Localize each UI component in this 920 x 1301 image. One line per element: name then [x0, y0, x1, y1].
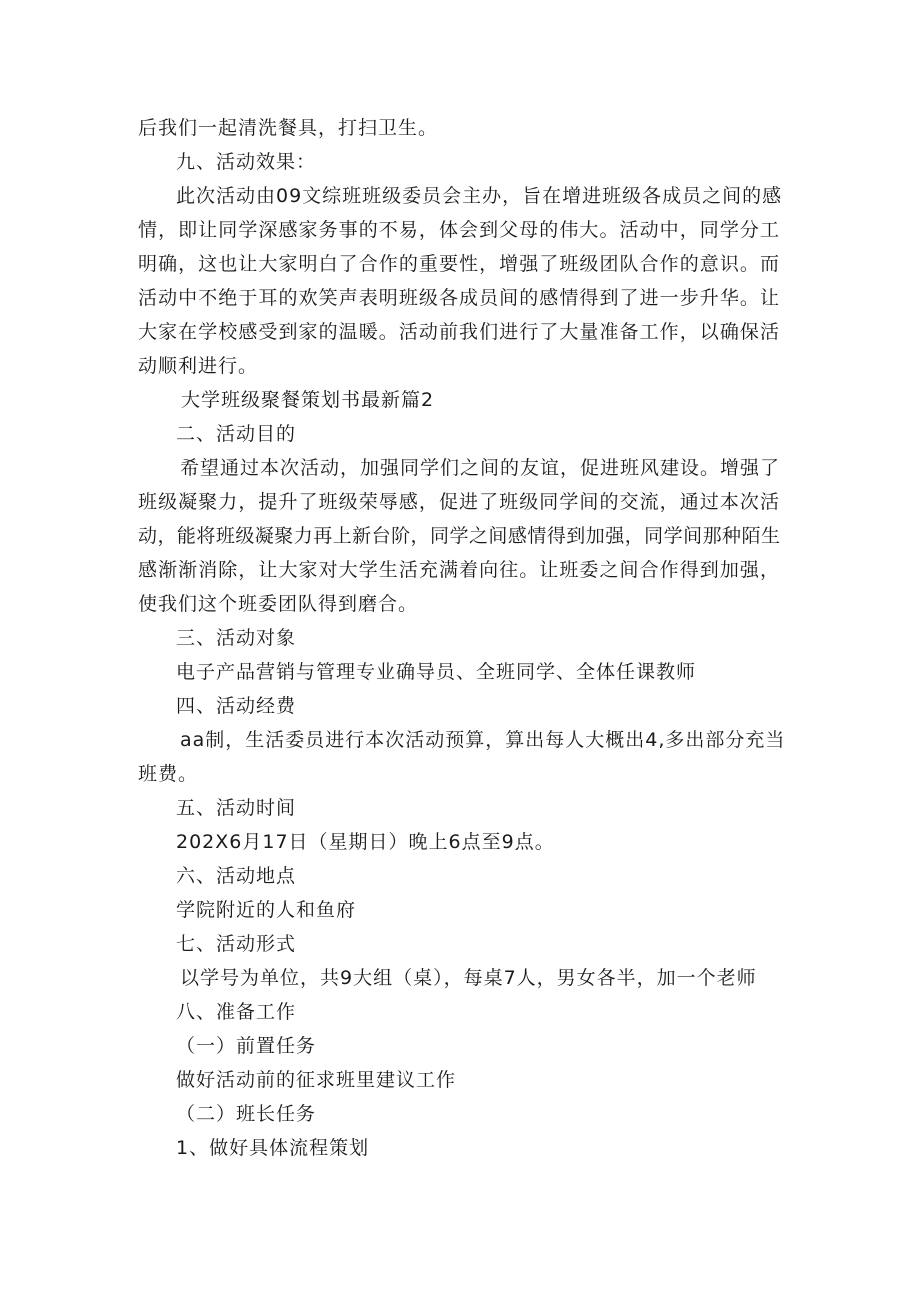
- text-line-6: 活动中不绝于耳的欢笑声表明班级各成员间的感情得到了进一步升华。让: [138, 287, 780, 309]
- document-subtitle: 大学班级聚餐策划书最新篇2: [181, 389, 435, 411]
- subsection-heading-monitor-tasks: （二）班长任务: [176, 1103, 317, 1125]
- section-heading-format: 七、活动形式: [176, 933, 297, 955]
- text-line-19: aa制，生活委员进行本次活动预算，算出每人大概出4,多出部分充当: [180, 729, 786, 751]
- section-heading-effect: 九、活动效果：: [176, 151, 317, 173]
- subsection-heading-pre-tasks: （一）前置任务: [176, 1035, 317, 1057]
- text-line-13: 动，能将班级凝聚力再上新台阶，同学之间感情得到加强，同学间那种陌生: [138, 525, 780, 547]
- section-heading-location: 六、活动地点: [176, 865, 297, 887]
- text-line-4: 情，即让同学深感家务事的不易，体会到父母的伟大。活动中，同学分工: [138, 219, 780, 241]
- text-line-29: 做好活动前的征求班里建议工作: [176, 1069, 457, 1091]
- section-heading-preparation: 八、准备工作: [176, 1001, 297, 1023]
- text-line-24: 学院附近的人和鱼府: [176, 899, 357, 921]
- text-line-22: 202X6月17日（星期日）晚上6点至9点。: [176, 831, 555, 853]
- text-line-15: 使我们这个班委团队得到磨合。: [138, 593, 419, 615]
- text-line-5: 明确，这也让大家明白了合作的重要性，增强了班级团队合作的意识。而: [138, 253, 780, 275]
- text-line-11: 希望通过本次活动，加强同学们之间的友谊，促进班风建设。增强了: [180, 457, 781, 479]
- text-line-7: 大家在学校感受到家的温暖。活动前我们进行了大量准备工作，以确保活: [138, 321, 780, 343]
- text-line-3: 此次活动由09文综班班级委员会主办，旨在增进班级各成员之间的感: [176, 185, 783, 207]
- section-heading-time: 五、活动时间: [176, 797, 297, 819]
- text-line-14: 感渐渐消除，让大家对大学生活充满着向往。让班委之间合作得到加强，: [138, 559, 780, 581]
- section-heading-audience: 三、活动对象: [176, 627, 297, 649]
- text-line-17: 电子产品营销与管理专业确导员、全班同学、全体任课教师: [176, 661, 697, 683]
- text-line-26: 以学号为单位，共9大组（桌），每桌7人，男女各半，加一个老师: [180, 967, 757, 989]
- section-heading-budget: 四、活动经费: [176, 695, 297, 717]
- text-line-20: 班费。: [138, 763, 199, 785]
- section-heading-purpose: 二、活动目的: [176, 423, 297, 445]
- text-line-1: 后我们一起清洗餐具，打扫卫生。: [138, 117, 439, 139]
- text-line-8: 动顺利进行。: [138, 355, 259, 377]
- text-line-12: 班级凝聚力，提升了班级荣辱感，促进了班级同学间的交流，通过本次活: [138, 491, 780, 513]
- list-item-1: 1、做好具体流程策划: [176, 1137, 370, 1159]
